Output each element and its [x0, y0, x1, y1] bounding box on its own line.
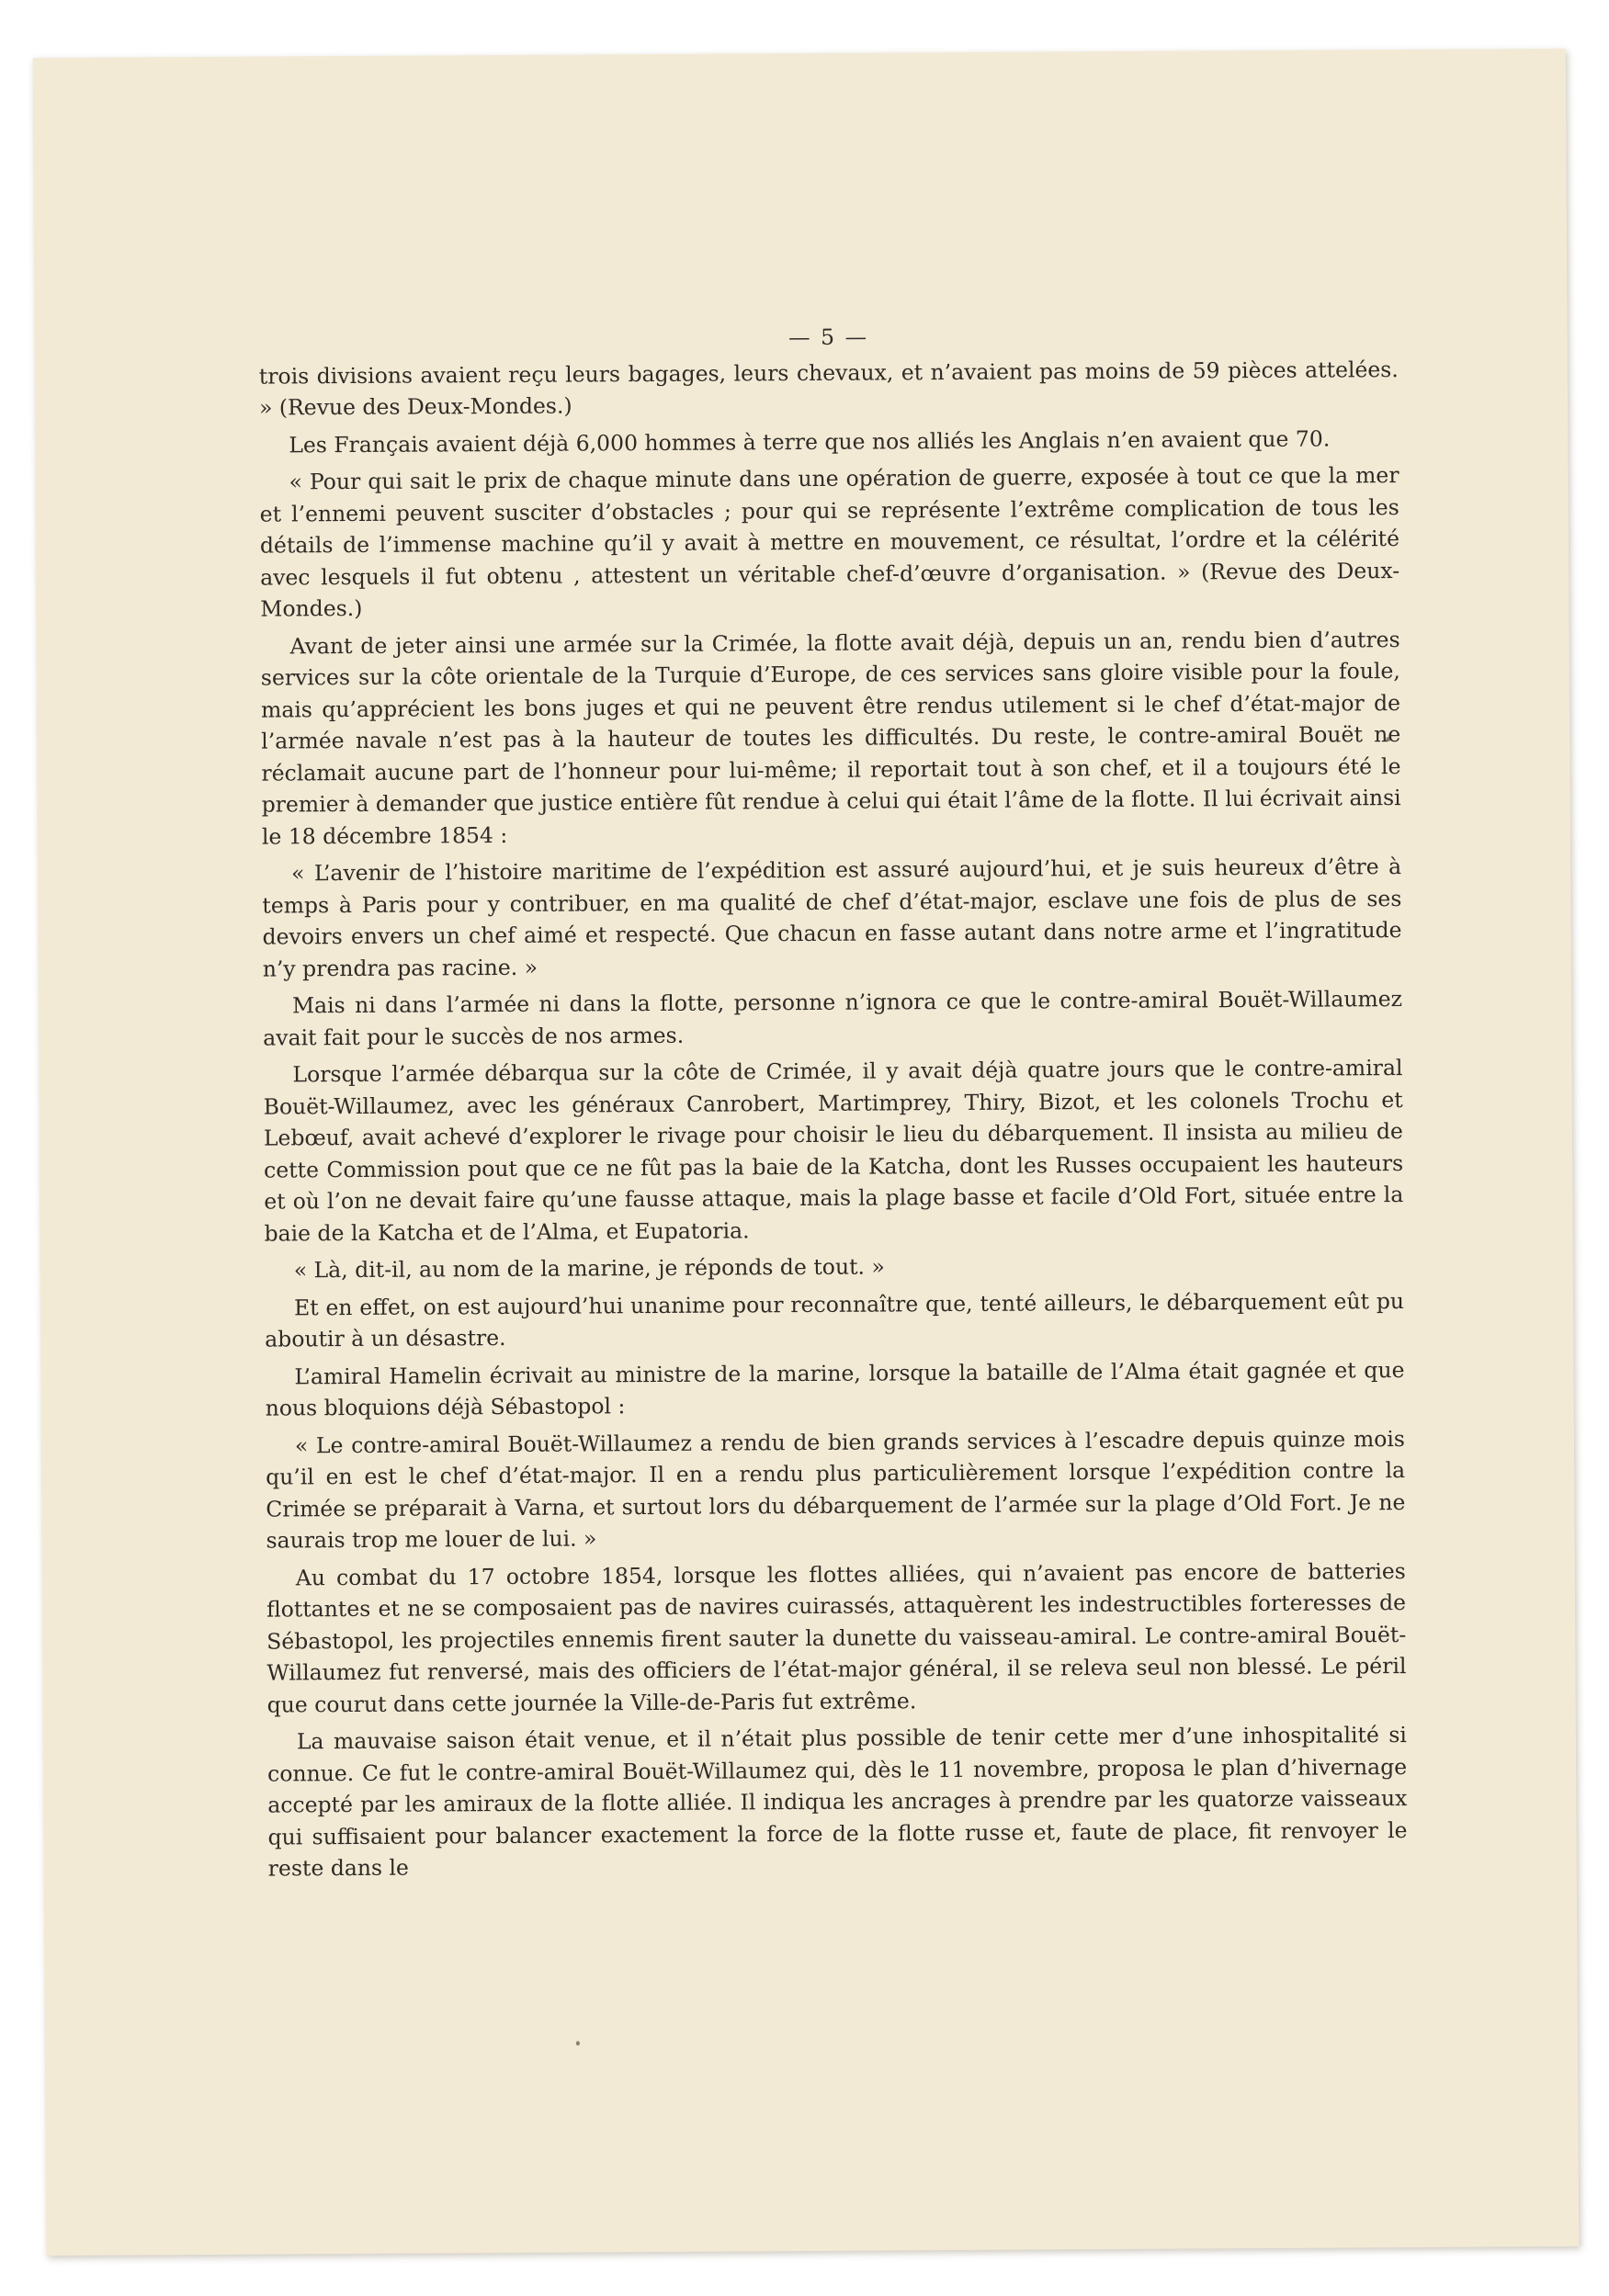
page-text: [258, 318, 1407, 1890]
paragraph: Lorsque l’armée débarqua sur la côte de Crimée, il y avait déjà quatre jours que le contre-amiral Bouët-Willaumez, avec les généraux Canrobert, Martimprey, Thiry, Bizot, et les colonels Trochu et Lebœuf, avait achevé d’explorer le rivage pour choisir le lieu du débarquement. Il insista au milieu de cette Commission pout que ce ne fût pas la baie de la Katcha, dont les Russes occupaient les hauteurs et où l’on ne devait faire qu’une fausse attaque, mais la plage basse et facile d’Old Fort, située entre la baie de la Katcha et de l’Alma, et Eupatoria.: [263, 1055, 1404, 1247]
paper-sheet: [33, 49, 1580, 2256]
paragraph: L’amiral Hamelin écrivait au ministre de la marine, lorsque la bataille de l’Alma était gagnée et que nous bloquions déjà Sébastopol :: [265, 1356, 1405, 1421]
paragraph: Et en effet, on est aujourd’hui unanime pour reconnaître que, tenté ailleurs, le débarquement eût pu aboutir à un désastre.: [265, 1287, 1405, 1352]
paragraph: trois divisions avaient reçu leurs bagages, leurs chevaux, et n’avaient pas moins de 59 pièces attelées. » (Revue des Deux-Mondes.): [258, 356, 1399, 421]
paragraph: « Pour qui sait le prix de chaque minute dans une opération de guerre, exposée à tout ce que la mer et l’ennemi peuvent susciter d’obstacles ; pour qui se représente l’extrême complication de tous les détails de l’immense machine qu’il y avait à mettre en mouvement, ce résultat, l’ordre et la célérité avec lesquels il fut obtenu , attestent un véritable chef-d’œuvre d’organisation. » (Revue des Deux-Mondes.): [259, 462, 1400, 622]
paragraph: La mauvaise saison était venue, et il n’était plus possible de tenir cette mer d’une inhospitalité si connue. Ce fut le contre-amiral Bouët-Willaumez qui, dès le 11 novembre, proposa le plan d’hivernage accepté par les amiraux de la flotte alliée. Il indiqua les ancrages à prendre par les quatorze vaisseaux qui suffisaient pour balancer exactement la force de la flotte russe et, faute de place, fit renvoyer le reste dans le: [267, 1722, 1408, 1882]
paragraph: Au combat du 17 octobre 1854, lorsque les flottes alliées, qui n’avaient pas encore de batteries flottantes et ne se composaient pas de navires cuirassés, attaquèrent les indestructibles forteresses de Sébastopol, les projectiles ennemis firent sauter la dunette du vaisseau-amiral. Le contre-amiral Bouët-Willaumez fut renversé, mais des officiers de l’état-major général, il se releva seul non blessé. Le péril que courut dans cette journée la Ville-de-Paris fut extrême.: [266, 1557, 1407, 1718]
paragraph: Mais ni dans l’armée ni dans la flotte, personne n’ignora ce que le contre-amiral Bouët-Willaumez avait fait pour le succès de nos armes.: [263, 986, 1403, 1051]
paragraph: Les Français avaient déjà 6,000 hommes à terre que nos alliés les Anglais n’en avaient que 70.: [289, 425, 1331, 458]
paper-speck: [576, 2042, 580, 2046]
paragraph: « Le contre-amiral Bouët-Willaumez a rendu de bien grands services à l’escadre depuis quinze mois qu’il en est le chef d’état-major. Il en a rendu plus particulièrement lorsque l’expédition contre la Crimée se préparait à Varna, et surtout lors du débarquement de l’armée sur la plage d’Old Fort. Je ne saurais trop me louer de lui. »: [266, 1425, 1406, 1554]
paragraph: Avant de jeter ainsi une armée sur la Crimée, la flotte avait déjà, depuis un an, rendu bien d’autres services sur la côte orientale de la Turquie d’Europe, de ces services sans gloire visible pour la foule, mais qu’apprécient les bons juges et qui ne peuvent être rendus utilement si le chef d’état-major de l’armée navale n’est pas à la hauteur de toutes les difficultés. Du reste, le contre-amiral Bouët ne réclamait aucune part de l’honneur pour lui-même; il reportait tout à son chef, et il a toujours été le premier à demander que justice entière fût rendue à celui qui était l’âme de la flotte. Il lui écrivait ainsi le 18 décembre 1854 :: [260, 626, 1401, 850]
paragraph: « Là, dit-il, au nom de la marine, je réponds de tout. »: [293, 1253, 885, 1284]
paragraph: « L’avenir de l’histoire maritime de l’expédition est assuré aujourd’hui, et je suis heureux d’être à temps à Paris pour y contribuer, en ma qualité de chef d’état-major, esclave une fois de plus de ses devoirs envers un chef aimé et respecté. Que chacun en fasse autant dans notre arme et l’ingratitude n’y prendra pas racine. »: [262, 854, 1402, 982]
page-number: — 5 —: [788, 323, 869, 351]
